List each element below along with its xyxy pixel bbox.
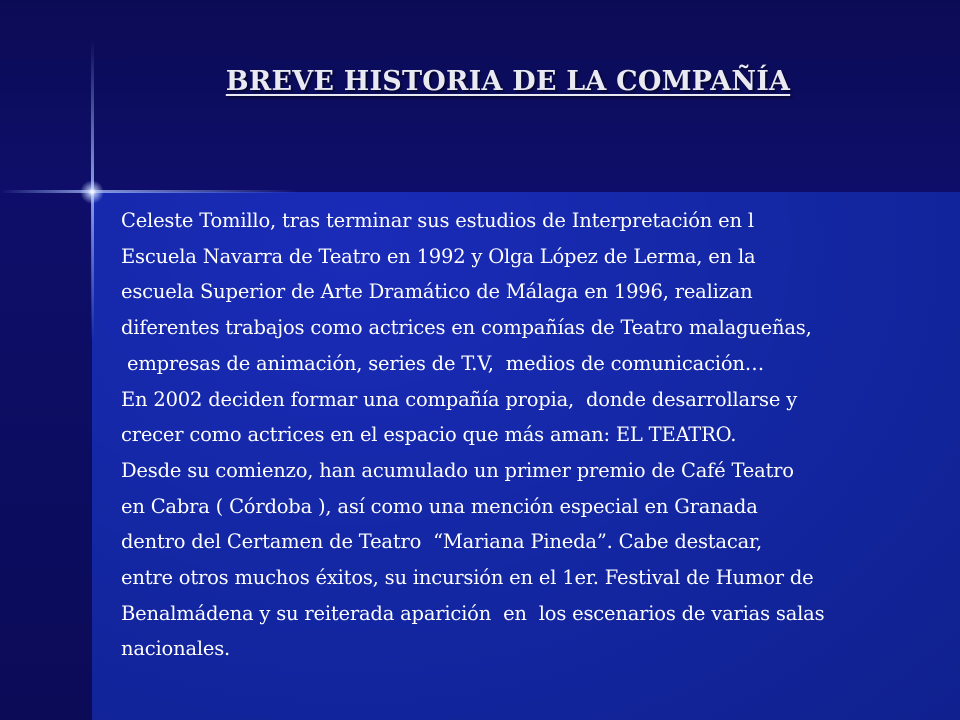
star-flare-icon bbox=[80, 180, 104, 204]
body-line: crecer como actrices en el espacio que más aman: EL TEATRO. bbox=[121, 423, 737, 447]
body-line: entre otros muchos éxitos, su incursión en el 1er. Festival de Humor de bbox=[121, 566, 814, 590]
body-line: en Cabra ( Córdoba ), así como una mención especial en Granada bbox=[121, 494, 758, 518]
body-line: escuela Superior de Arte Dramático de Málaga en 1996, realizan bbox=[121, 280, 753, 304]
slide-title: BREVE HISTORIA DE LA COMPAÑÍA bbox=[225, 66, 791, 97]
body-line: Desde su comienzo, han acumulado un primer premio de Café Teatro bbox=[121, 458, 794, 482]
body-line: dentro del Certamen de Teatro “Mariana Pineda”. Cabe destacar, bbox=[121, 530, 762, 554]
body-line: Celeste Tomillo, tras terminar sus estudios de Interpretación en l bbox=[121, 209, 754, 232]
left-band-background bbox=[0, 192, 92, 720]
body-paragraph bbox=[121, 203, 951, 667]
body-line: Escuela Navarra de Teatro en 1992 y Olga López de Lerma, en la bbox=[121, 244, 756, 268]
body-line: Benalmádena y su reiterada aparición en los escenarios de varias salas bbox=[121, 601, 825, 625]
star-flare-horizontal bbox=[0, 190, 300, 193]
body-line: diferentes trabajos como actrices en compañías de Teatro malagueñas, bbox=[121, 316, 812, 340]
body-line: empresas de animación, series de T.V, medios de comunicación… bbox=[121, 351, 765, 375]
body-line: nacionales. bbox=[121, 637, 231, 661]
body-line: En 2002 deciden formar una compañía propia, donde desarrollarse y bbox=[121, 387, 798, 411]
